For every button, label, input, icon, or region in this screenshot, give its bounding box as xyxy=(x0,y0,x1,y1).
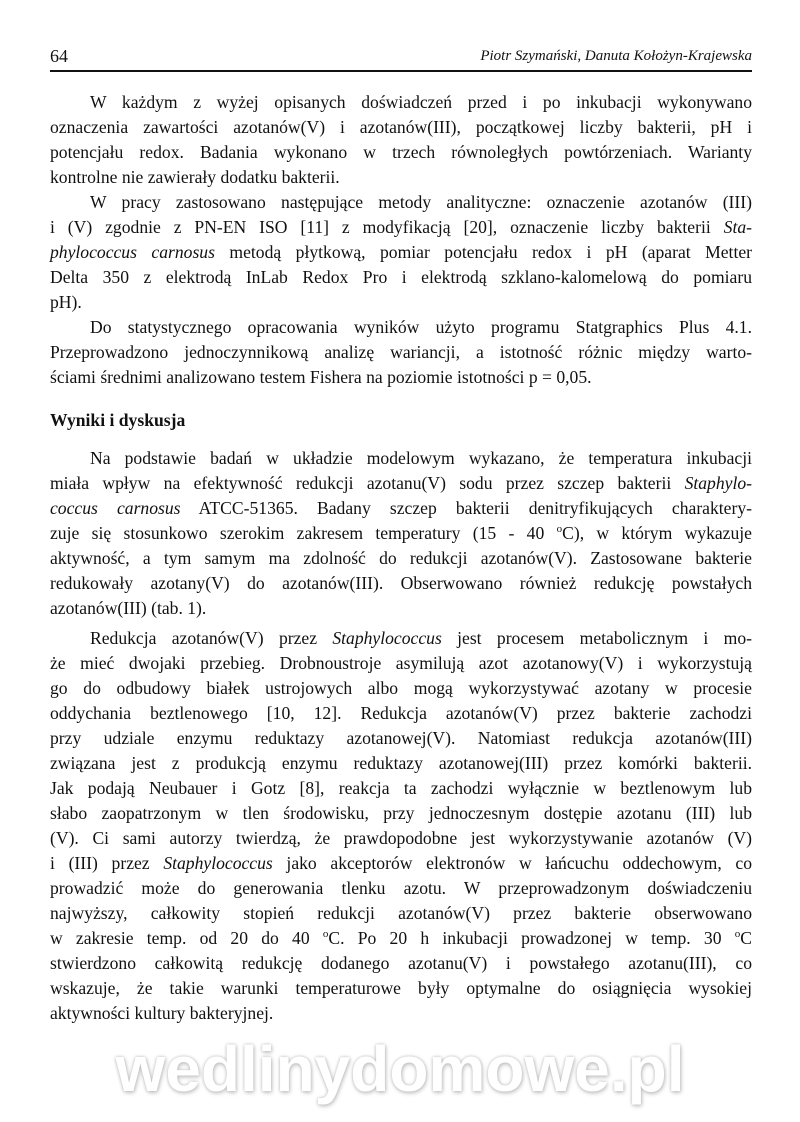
text-run: i (V) zgodnie z PN-EN ISO [11] z modyfikacją [20], oznaczenie liczby bakterii xyxy=(50,217,724,237)
text-line xyxy=(50,951,752,976)
text-line xyxy=(50,496,752,521)
text-line xyxy=(50,215,752,240)
text-line xyxy=(50,776,752,801)
text-run: azotanów(III) (tab. 1). xyxy=(50,598,207,618)
methods-text xyxy=(50,90,752,390)
italic-term: coccus carnosus xyxy=(50,498,181,518)
text-run: i (III) przez xyxy=(50,853,164,873)
text-run: C), w którym wykazuje xyxy=(562,523,752,543)
text-line xyxy=(50,240,752,265)
text-run: go do odbudowy białek ustrojowych albo mogą wykorzystywać azotany w procesie xyxy=(50,678,752,698)
text-run: przy udziale enzymu reduktazy azotanowej(V). Natomiast redukcja azotanów(III) xyxy=(50,728,752,748)
text-run: oznaczenia zawartości azotanów(V) i azotanów(III), początkowej liczby bakterii, pH i xyxy=(50,117,752,137)
italic-term: phylococcus carnosus xyxy=(50,242,215,262)
text-run: W każdym z wyżej opisanych doświadczeń przed i po inkubacji wykonywano xyxy=(90,92,752,112)
text-line xyxy=(50,596,752,621)
text-line xyxy=(50,471,752,496)
section-heading: Wyniki i dyskusja xyxy=(50,410,186,430)
text-line xyxy=(50,165,752,190)
text-line xyxy=(50,1001,752,1026)
text-line xyxy=(50,901,752,926)
italic-term: Sta- xyxy=(723,217,752,237)
text-run: (V). Ci sami autorzy twierdzą, że prawdopodobne jest wykorzystywanie azotanów (V) xyxy=(50,828,752,848)
text-run: Na podstawie badań w układzie modelowym wykazano, że temperatura inkubacji xyxy=(90,448,752,468)
text-run: ATCC-51365. Badany szczep bakterii denitryfikujących charaktery- xyxy=(180,498,752,518)
text-line xyxy=(50,315,752,340)
paragraph xyxy=(50,190,752,315)
text-line xyxy=(50,290,752,315)
text-run: potencjału redox. Badania wykonano w trzech równoległych powtórzeniach. Warianty xyxy=(50,142,752,162)
text-run: Delta 350 z elektrodą InLab Redox Pro i elektrodą szklano-kalomelową do pomiaru xyxy=(50,267,752,287)
text-line xyxy=(50,851,752,876)
text-line xyxy=(50,140,752,165)
text-line xyxy=(50,265,752,290)
text-run: ściami średnimi analizowano testem Fishera na poziomie istotności p = 0,05. xyxy=(50,367,592,387)
text-run: aktywność, a tym samym ma zdolność do redukcji azotanów(V). Zastosowane bakterie xyxy=(50,548,752,568)
text-run: miała wpływ na efektywność redukcji azotanu(V) sodu przez szczep bakterii xyxy=(50,473,685,493)
text-line xyxy=(50,626,752,651)
text-line xyxy=(50,801,752,826)
text-line xyxy=(50,190,752,215)
text-line xyxy=(50,976,752,1001)
text-line xyxy=(50,340,752,365)
italic-term: Staphylococcus xyxy=(332,628,442,648)
text-line xyxy=(50,546,752,571)
text-line xyxy=(50,826,752,851)
text-line xyxy=(50,751,752,776)
degree-superscript: o xyxy=(556,523,563,536)
text-line xyxy=(50,90,752,115)
text-line xyxy=(50,115,752,140)
text-run: najwyższy, całkowity stopień redukcji azotanów(V) przez bakterie obserwowano xyxy=(50,903,752,923)
paragraph xyxy=(50,90,752,190)
text-run: zuje się stosunkowo szerokim zakresem temperatury (15 - 40 xyxy=(50,523,557,543)
results-text xyxy=(50,446,752,1026)
text-run: związana jest z produkcją enzymu reduktazy azotanowej(III) przez komórki bakterii. xyxy=(50,753,752,773)
text-line xyxy=(50,365,752,390)
degree-superscript: o xyxy=(322,928,329,941)
text-run: stwierdzono całkowitą redukcję dodanego azotanu(V) i powstałego azotanu(III), co xyxy=(50,953,752,973)
degree-superscript: o xyxy=(734,928,741,941)
running-header xyxy=(50,44,752,72)
text-run: Przeprowadzono jednoczynnikową analizę wariancji, a istotność różnic między warto- xyxy=(50,342,752,362)
text-run: wskazuje, że takie warunki temperaturowe były optymalne do osiągnięcia wysokiej xyxy=(50,978,752,998)
text-line xyxy=(50,701,752,726)
text-run: w zakresie temp. od 20 do 40 xyxy=(50,928,323,948)
text-run: aktywności kultury bakteryjnej. xyxy=(50,1003,274,1023)
text-run: Redukcja azotanów(V) przez xyxy=(90,628,333,648)
text-run: kontrolne nie zawierały dodatku bakterii. xyxy=(50,167,340,187)
page-number: 64 xyxy=(50,46,68,66)
italic-term: Staphylococcus xyxy=(163,853,273,873)
paragraph xyxy=(50,315,752,390)
paragraph xyxy=(50,626,752,1026)
text-run: pH). xyxy=(50,292,82,312)
running-header-authors: Piotr Szymański, Danuta Kołożyn-Krajewska xyxy=(480,48,752,64)
paragraph xyxy=(50,446,752,621)
text-line xyxy=(50,571,752,596)
text-line xyxy=(50,521,752,546)
text-run: redukowały azotany(V) do azotanów(III). Obserwowano również redukcję powstałych xyxy=(50,573,752,593)
text-run: że mieć dwojaki przebieg. Drobnoustroje asymilują azot azotanowy(V) i wykorzystują xyxy=(50,653,752,673)
text-run: Jak podają Neubauer i Gotz [8], reakcja ta zachodzi wyłącznie w beztlenowym lub xyxy=(50,778,752,798)
text-run: słabo zaopatrzonym w tlen środowisku, przy jednoczesnym dostępie azotanu (III) lub xyxy=(50,803,752,823)
text-run: prowadzić może do generowania tlenku azotu. W przeprowadzonym doświadczeniu xyxy=(50,878,752,898)
text-run: jako akceptorów elektronów w łańcuchu oddechowym, co xyxy=(272,853,753,873)
text-line xyxy=(50,876,752,901)
text-run: metodą płytkową, pomiar potencjału redox i pH (aparat Metter xyxy=(214,242,752,262)
text-line xyxy=(50,676,752,701)
text-line xyxy=(50,926,752,951)
text-run: Do statystycznego opracowania wyników użyto programu Statgraphics Plus 4.1. xyxy=(90,317,752,337)
text-line xyxy=(50,446,752,471)
text-line xyxy=(50,651,752,676)
text-run: oddychania beztlenowego [10, 12]. Redukcja azotanów(V) przez bakterie zachodzi xyxy=(50,703,752,723)
italic-term: Staphylo- xyxy=(684,473,752,493)
text-line xyxy=(50,726,752,751)
text-run: C xyxy=(740,928,753,948)
text-run: W pracy zastosowano następujące metody analityczne: oznaczenie azotanów (III) xyxy=(90,192,752,212)
text-run: jest procesem metabolicznym i mo- xyxy=(441,628,752,648)
text-run: C. Po 20 h inkubacji prowadzonej w temp. 30 xyxy=(328,928,735,948)
watermark: wedlinydomowe.pl xyxy=(115,1033,685,1105)
